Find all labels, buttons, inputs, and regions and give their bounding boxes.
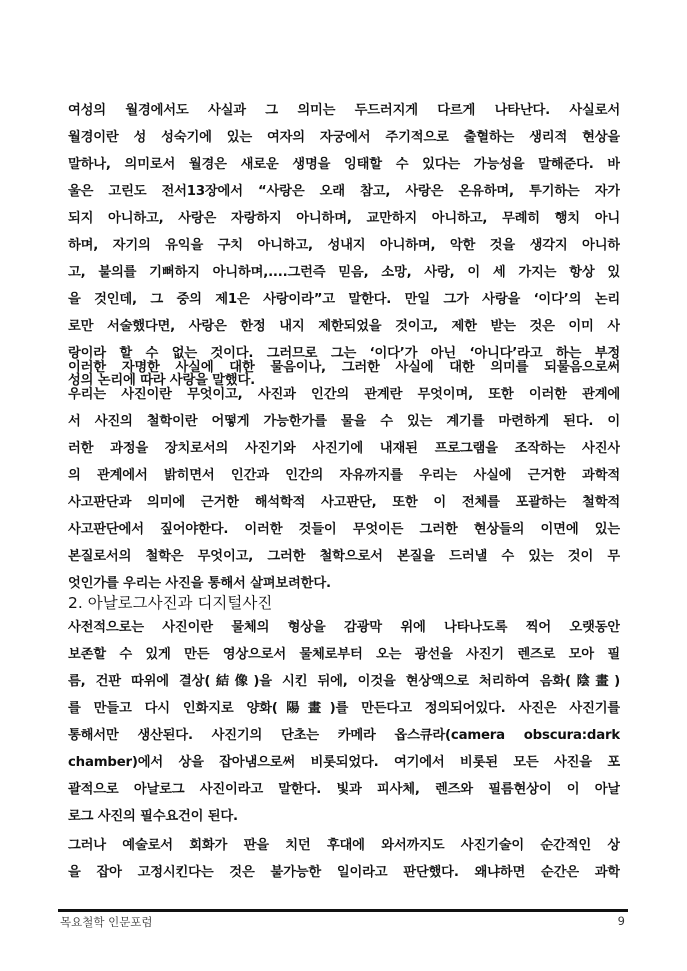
text-line: 월경이란 성 성숙기에 있는 여자의 자궁에서 주기적으로 출혈하는 생리적 현상을 bbox=[68, 130, 620, 145]
text-line: 하며, 자기의 유익을 구치 아니하고, 성내지 아니하며, 악한 것을 생각지 아니하 bbox=[68, 238, 620, 253]
text-line: 름, 건판 따위에 결상(結像)을 시킨 뒤에, 이것을 현상액으로 처리하여 음화(陰畫) bbox=[68, 674, 620, 689]
text-line: 성의 논리에 따라 사랑을 말했다. bbox=[68, 373, 255, 388]
paragraph-photo-philosophy bbox=[68, 354, 620, 597]
text-line: chamber)에서 상을 잡아냄으로써 비롯되었다. 여기에서 비롯된 모든 사진을 포 bbox=[68, 755, 620, 770]
text-line: 이러한 자명한 사실에 대한 물음이나, 그러한 사실에 대한 의미를 되물음으로써 bbox=[68, 360, 620, 375]
text-line: 서 사진의 철학이란 어떻게 가능한가를 물을 수 있는 계기를 마련하게 된다. 이 bbox=[68, 414, 620, 429]
text-line: 를 만들고 다시 인화지로 양화(陽畫)를 만든다고 정의되어있다. 사진은 사진기를 bbox=[68, 701, 620, 716]
text-line: 랑이라 할 수 없는 것이다. 그러므로 그는 ‘이다’가 아닌 ‘아니다’라고 하는 부정 bbox=[68, 346, 620, 361]
text-line: 본질로서의 철학은 무엇이고, 그러한 철학으로서 본질을 드러낼 수 있는 것이 무 bbox=[68, 549, 620, 564]
text-line: 우리는 사진이란 무엇이고, 사진과 인간의 관계란 무엇이며, 또한 이러한 관계에 bbox=[68, 387, 620, 402]
paragraph-painting-era bbox=[68, 832, 620, 886]
paragraph-menstruation-love bbox=[68, 97, 620, 394]
text-line: 엇인가를 우리는 사진을 통해서 살펴보려한다. bbox=[68, 576, 331, 591]
text-line: 의 관계에서 밝히면서 인간과 인간의 자유까지를 우리는 사실에 근거한 과학적 bbox=[68, 468, 620, 483]
text-line: 로만 서술했다면, 사랑은 한정 내지 제한되었을 것이고, 제한 받는 것은 이미 사 bbox=[68, 319, 620, 334]
text-line: 고, 불의를 기뻐하지 아니하며,....그런즉 믿음, 소망, 사랑, 이 세 가지는 항상 있 bbox=[68, 265, 620, 280]
footer-publication-title: 목요철학 인문포럼 bbox=[60, 915, 153, 929]
text-line: 통해서만 생산된다. 사진기의 단초는 카메라 옵스큐라(camera obscura:dark bbox=[68, 728, 620, 743]
text-line: 사고판단과 의미에 근거한 해석학적 사고판단, 또한 이 전체를 포괄하는 철학적 bbox=[68, 495, 620, 510]
paragraph-analog-photo bbox=[68, 614, 620, 830]
footer-divider bbox=[58, 909, 628, 912]
text-line: 사전적으로는 사진이란 물체의 형상을 감광막 위에 나타나도록 찍어 오랫동안 bbox=[68, 620, 620, 635]
text-line: 괄적으로 아날로그 사진이라고 말한다. 빛과 피사체, 렌즈와 필름현상이 이 아날 bbox=[68, 782, 620, 797]
text-line: 말하나, 의미로서 월경은 새로운 생명을 잉태할 수 있다는 가능성을 말해준다. 바 bbox=[68, 157, 620, 172]
text-line: 울은 고린도 전서13장에서 “사랑은 오래 참고, 사랑은 온유하며, 투기하는 자가 bbox=[68, 184, 620, 199]
text-line: 을 것인데, 그 중의 제1은 사랑이라”고 말한다. 만일 그가 사랑을 ‘이다’의 논리 bbox=[68, 292, 620, 307]
text-line: 그러나 예술로서 회화가 판을 치던 후대에 와서까지도 사진기술이 순간적인 상 bbox=[68, 838, 620, 853]
text-line: 을 잡아 고정시킨다는 것은 불가능한 일이라고 판단했다. 왜냐하면 순간은 과학 bbox=[68, 865, 620, 880]
section-heading: 2. 아날로그사진과 디지털사진 bbox=[68, 594, 273, 612]
text-line: 보존할 수 있게 만든 영상으로서 물체로부터 오는 광선을 사진기 렌즈로 모아 필 bbox=[68, 647, 620, 662]
text-line: 러한 과정을 장치로서의 사진기와 사진기에 내재된 프로그램을 조작하는 사진사 bbox=[68, 441, 620, 456]
text-line: 사고판단에서 짚어야한다. 이러한 것들이 무엇이든 그러한 현상들의 이면에 있는 bbox=[68, 522, 620, 537]
text-line: 로그 사진의 필수요건이 된다. bbox=[68, 809, 238, 824]
text-line: 되지 아니하고, 사랑은 자랑하지 아니하며, 교만하지 아니하고, 무례히 행치 아니 bbox=[68, 211, 620, 226]
text-line: 여성의 월경에서도 사실과 그 의미는 두드러지게 다르게 나타난다. 사실로서 bbox=[68, 103, 620, 118]
page-number: 9 bbox=[617, 914, 625, 928]
